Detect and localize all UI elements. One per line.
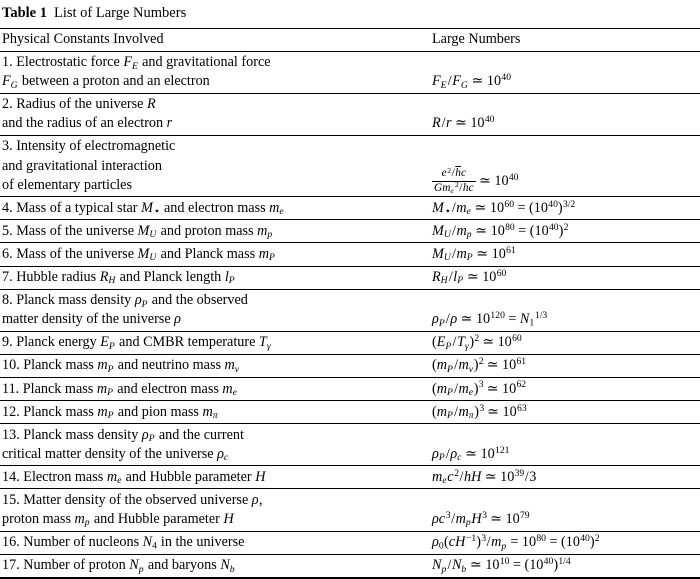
row-description: 6. Mass of the universe $M_U$ and Planck mass $m_P$: [0, 243, 428, 266]
row-large-number: $M_U/m_p$ ≃ $10^{80} = (10^{40})^2$: [428, 220, 700, 243]
table-row: [0, 378, 700, 401]
row-large-number: $m_ec^2/hH$ ≃ $10^{39}/3$: [428, 466, 700, 489]
row-description: 7. Hubble radius $R_H$ and Planck length $l_P$: [0, 266, 428, 289]
row-large-number: $(m_P/m_\pi)^3$ ≃ $10^{63}$: [428, 401, 700, 424]
table-row: [0, 401, 700, 424]
table-row: [0, 197, 700, 220]
column-header-physical-constants: [0, 28, 428, 51]
table-body: [0, 51, 700, 578]
row-description: 14. Electron mass $m_e$ and Hubble parameter H: [0, 466, 428, 489]
row-description: 3. Intensity of electromagnetic and gravitational interaction of elementary particles: [0, 135, 428, 196]
row-large-number: $(E_P/T_\gamma)^2$ ≃ $10^{60}$: [428, 331, 700, 354]
large-numbers-table: [0, 28, 700, 579]
row-description: 8. Planck mass density $\rho_P$ and the observed matter density of the universe ρ: [0, 289, 428, 331]
table-caption: [0, 0, 700, 28]
row-large-number: $\rho_P/\rho_c$ ≃ $10^{121}$: [428, 424, 700, 466]
table-row: [0, 424, 700, 466]
row-large-number: $M_U/m_P$ ≃ $10^{61}$: [428, 243, 700, 266]
caption-label: Table 1: [2, 5, 47, 21]
table-row: [0, 93, 700, 135]
row-description: 11. Planck mass $m_P$ and electron mass $m_e$: [0, 378, 428, 401]
column-header-physical-constants-label: Physical Constants Involved: [2, 31, 164, 47]
table-row: [0, 489, 700, 531]
table-row: [0, 354, 700, 377]
row-description: 4. Mass of a typical star M⋆ and electron mass $m_e$: [0, 197, 428, 220]
row-large-number: $N_p/N_b$ ≃ $10^{10} = (10^{40})^{1/4}$: [428, 554, 700, 578]
row-large-number: $R_H/l_P$ ≃ $10^{60}$: [428, 266, 700, 289]
row-description: 16. Number of nucleons $N_4$ in the universe: [0, 531, 428, 554]
row-description: 12. Planck mass $m_P$ and pion mass $m_\pi$: [0, 401, 428, 424]
table-row: [0, 220, 700, 243]
row-large-number: $\frac{e^2/\overline{h}c}{Gm_e^2/\overline{h}c}$ ≃ $10^{40}$: [428, 135, 700, 196]
row-large-number: $(m_P/m_e)^3$ ≃ $10^{62}$: [428, 378, 700, 401]
row-description: 13. Planck mass density $\rho_P$ and the current critical matter density of the universe $\rho_c$: [0, 424, 428, 466]
table-row: [0, 135, 700, 196]
row-large-number: $M⋆/m_e$ ≃ $10^{60} = (10^{40})^{3/2}$: [428, 197, 700, 220]
table-row: [0, 554, 700, 578]
row-description: 10. Planck mass $m_P$ and neutrino mass $m_\nu$: [0, 354, 428, 377]
table-row: [0, 51, 700, 93]
caption-text: List of Large Numbers: [54, 5, 187, 21]
column-header-large-numbers: [428, 28, 700, 51]
row-large-number: $\rho_P/\rho$ ≃ $10^{120} = N_1^{1/3}$: [428, 289, 700, 331]
table-row: [0, 531, 700, 554]
row-description: 1. Electrostatic force $F_E$ and gravitational force $F_G$ between a proton and an electron: [0, 51, 428, 93]
column-header-large-numbers-label: Large Numbers: [432, 31, 521, 47]
row-description: 5. Mass of the universe $M_U$ and proton mass $m_p$: [0, 220, 428, 243]
table-row: [0, 331, 700, 354]
table-header-row: [0, 28, 700, 51]
row-description: 9. Planck energy $E_P$ and CMBR temperature $T_\gamma$: [0, 331, 428, 354]
row-description: 15. Matter density of the observed universe ρ, proton mass $m_p$ and Hubble parameter H: [0, 489, 428, 531]
row-large-number: $\rho_0(cH^{-1})^3/m_p = 10^{80} = (10^{40})^2$: [428, 531, 700, 554]
row-large-number: R/r ≃ $10^{40}$: [428, 93, 700, 135]
table-row: [0, 289, 700, 331]
table-row: [0, 243, 700, 266]
row-large-number: $(m_P/m_\nu)^2$ ≃ $10^{61}$: [428, 354, 700, 377]
table-row: [0, 266, 700, 289]
row-description: 17. Number of proton $N_p$ and baryons $N_b$: [0, 554, 428, 578]
row-large-number: $F_E/F_G$ ≃ $10^{40}$: [428, 51, 700, 93]
row-large-number: $\rho c^3/m_pH^3$ ≃ $10^{79}$: [428, 489, 700, 531]
table-row: [0, 466, 700, 489]
row-description: 2. Radius of the universe R and the radius of an electron r: [0, 93, 428, 135]
